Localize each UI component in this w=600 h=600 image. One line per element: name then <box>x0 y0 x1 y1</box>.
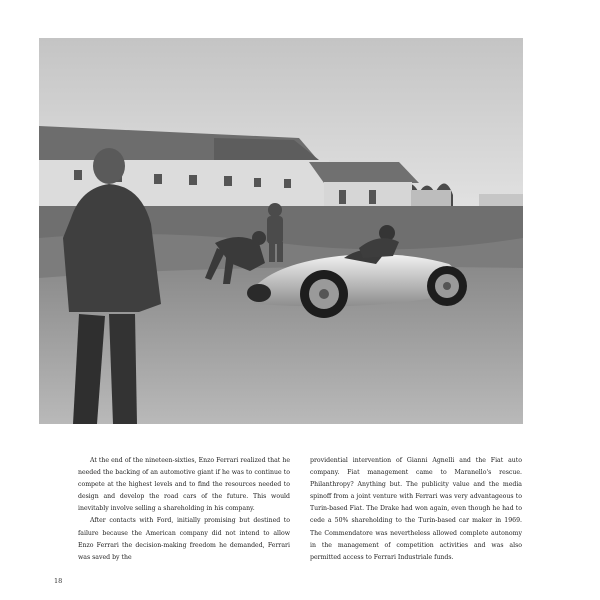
paragraph: At the end of the nineteen-sixties, Enzo Ferrari realized that he needed the backing of an automotive giant if he was to continue to compete at the highest levels and to find the resources needed to design and develop the road cars of the future. This would inevitably involve selling a shareholding in his company. <box>78 457 290 513</box>
photo-illustration <box>39 38 523 424</box>
paragraph: After contacts with Ford, initially promising but destined to failure because the American company did not intend to allow Enzo Ferrari the decision-making freedom he demanded, Ferrari was saved by the <box>78 517 290 561</box>
text-column-left <box>78 455 290 564</box>
paragraph: providential intervention of Gianni Agnelli and the Fiat auto company. Fiat management came to Maranello's rescue. Philanthropy? Anything but. The publicity value and the media spinoff from a joint venture with Ferrari was very advantageous to Turin-based Fiat. The Drake had won again, even though he had to cede a 50% shareholding to the Turin-based car maker in 1969. The Commendatore was nevertheless allowed complete autonomy in the management of competition activities and was also permitted access to Ferrari Industriale funds. <box>310 457 522 561</box>
mechanic-standing <box>267 203 283 262</box>
photograph-racing-car-test <box>39 38 523 424</box>
text-column-right <box>310 455 522 564</box>
page-number: 18 <box>54 577 63 585</box>
